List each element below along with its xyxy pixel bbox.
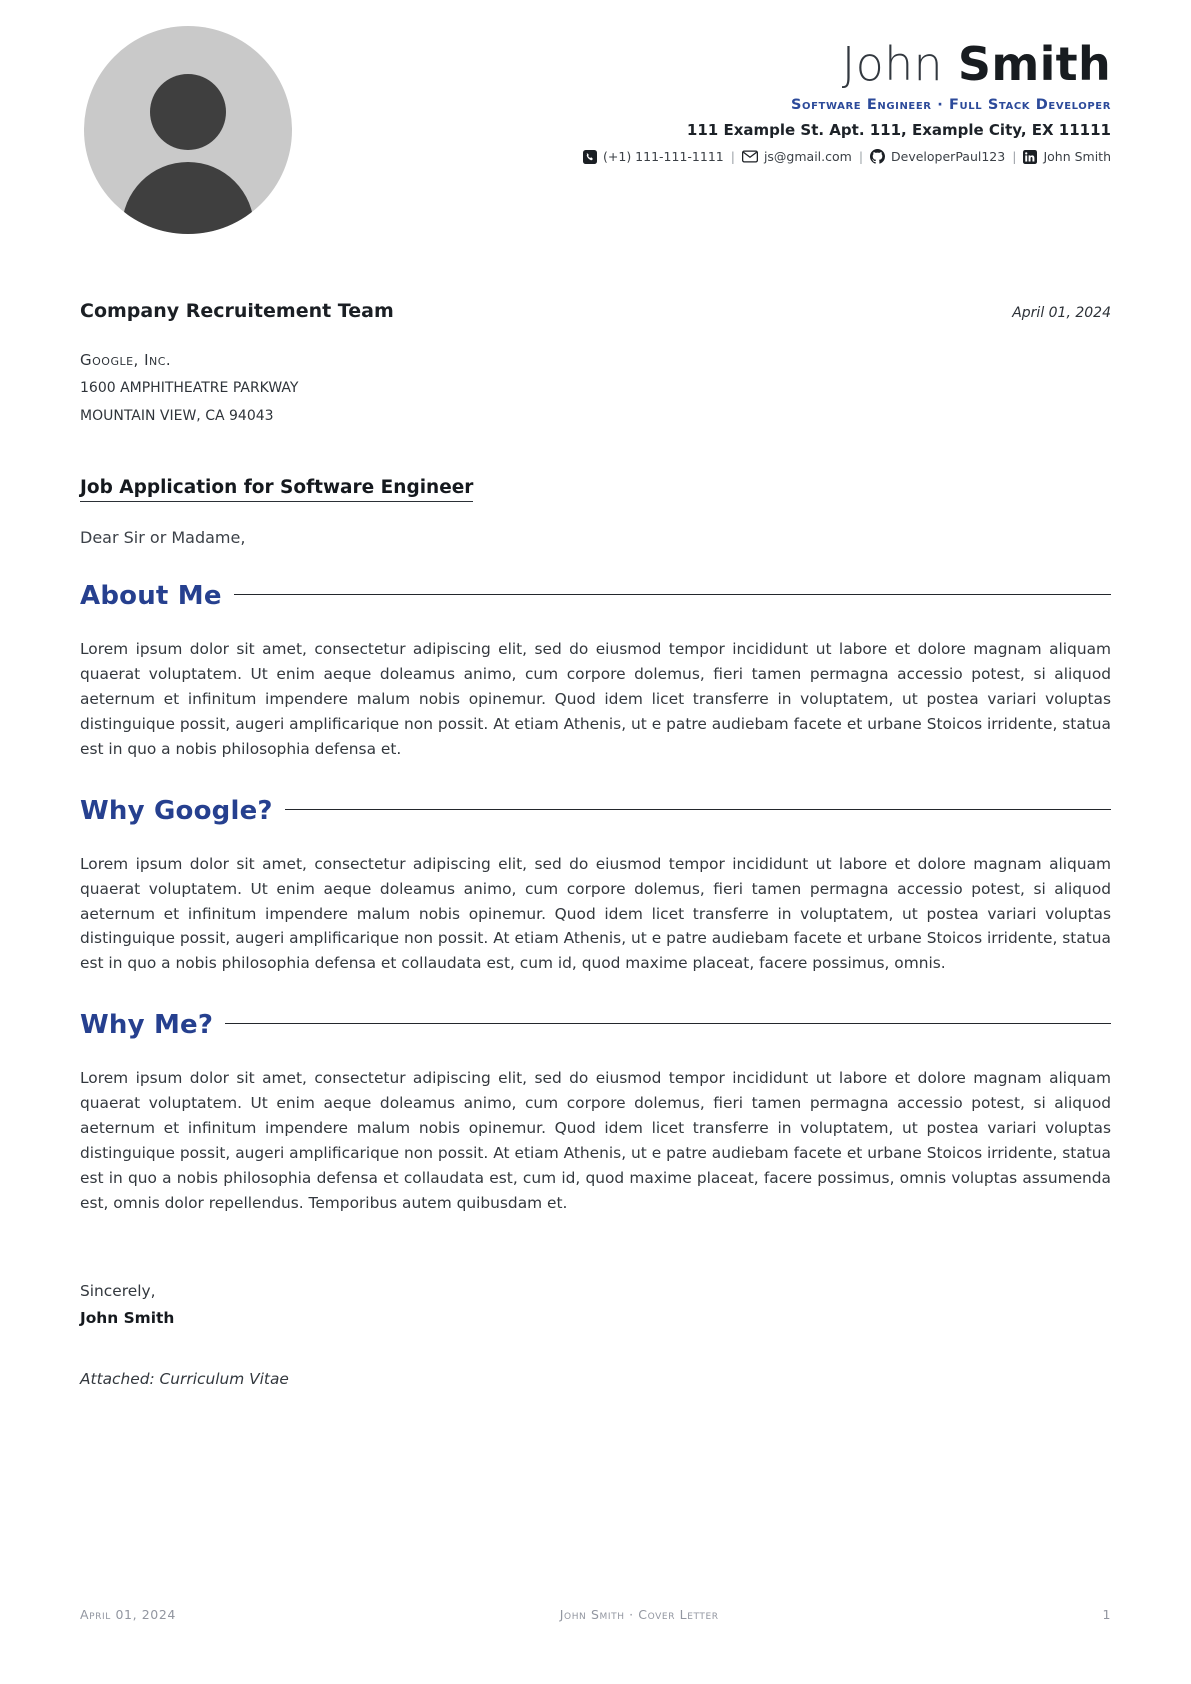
- section-title: About Me: [80, 580, 222, 611]
- contact-linkedin-text: John Smith: [1043, 149, 1111, 165]
- contact-phone-text: (+1) 111-111-1111: [603, 149, 724, 165]
- identity-block: [292, 26, 1111, 164]
- signoff-block: [80, 1278, 1111, 1332]
- linkedin-icon: [1023, 150, 1037, 164]
- page-number: 1: [1102, 1607, 1111, 1622]
- subject-line: Job Application for Software Engineer: [80, 477, 473, 502]
- page-footer: [80, 1607, 1111, 1622]
- section-rule: [234, 594, 1111, 595]
- recipient-name: Company Recruitement Team: [80, 300, 394, 322]
- company-address-block: [80, 346, 1111, 430]
- contact-phone[interactable]: [583, 149, 724, 164]
- section-rule: [225, 1023, 1111, 1024]
- salutation: Dear Sir or Madame,: [80, 527, 246, 547]
- home-address: 111 Example St. Apt. 111, Example City, EX 11111: [686, 121, 1111, 140]
- contact-separator: |: [730, 149, 735, 165]
- company-city: MOUNTAIN VIEW, CA 94043: [80, 407, 274, 424]
- contact-list: [292, 149, 1111, 164]
- recipient-row: [80, 300, 1111, 322]
- company-name: Google, Inc.: [80, 351, 172, 369]
- letter-date: April 01, 2024: [1012, 305, 1111, 321]
- company-street: 1600 AMPHITHEATRE PARKWAY: [80, 380, 299, 397]
- section-rule: [285, 809, 1111, 810]
- section-body: Lorem ipsum dolor sit amet, consectetur adipiscing elit, sed do eiusmod tempor incididunt ut labore et dolore magnam aliquam quaerat voluptatem. Ut enim aeque doleamus animo, cum corpore dolemus, fieri tamen permagna accessio potest, si aliquod aeternum et infinitum impendere malum nobis opinemur. Quod idem licet transferre in voluptatem, ut postea variari voluptas distinguique possit, augeri amplificarique non possit. At etiam Athenis, ut e patre audiebam facete et urbane Stoicos irridente, statua est in quo a nobis philosophia defensa et collaudata est, cum id, quod maxime placeat, facere possimus, omnis.: [80, 854, 1111, 973]
- section-body: Lorem ipsum dolor sit amet, consectetur adipiscing elit, sed do eiusmod tempor incididunt ut labore et dolore magnam aliquam quaerat voluptatem. Ut enim aeque doleamus animo, cum corpore dolemus, fieri tamen permagna accessio potest, si aliquod aeternum et infinitum impendere malum nobis opinemur. Quod idem licet transferre in voluptatem, ut postea variari voluptas distinguique possit, augeri amplificarique non possit. At etiam Athenis, ut e patre audiebam facete et urbane Stoicos irridente, statua est in quo a nobis philosophia defensa et.: [80, 639, 1111, 758]
- section-header: [80, 796, 1111, 826]
- section-why-me: [80, 1010, 1111, 1216]
- tagline: Software Engineer · Full Stack Developer: [790, 97, 1111, 114]
- phone-icon: [583, 150, 597, 164]
- section-header: [80, 581, 1111, 611]
- avatar: [84, 26, 292, 234]
- closing-text: Sincerely,: [80, 1282, 156, 1301]
- contact-separator: |: [1012, 149, 1017, 165]
- section-title: Why Me?: [80, 1010, 214, 1041]
- github-icon: [870, 149, 885, 164]
- section-about-me: [80, 581, 1111, 762]
- attachment-note: Attached: Curriculum Vitae: [80, 1370, 289, 1388]
- first-name: John: [841, 37, 943, 91]
- signature-name: John Smith: [80, 1309, 175, 1328]
- contact-github-text: DeveloperPaul123: [891, 149, 1006, 165]
- section-header: [80, 1010, 1111, 1040]
- contact-github[interactable]: [870, 149, 1005, 164]
- footer-title: John Smith · Cover Letter: [559, 1607, 719, 1622]
- section-title: Why Google?: [80, 795, 273, 826]
- section-why-google: [80, 796, 1111, 977]
- email-icon: [742, 150, 758, 163]
- avatar-body-shape: [122, 162, 254, 234]
- contact-linkedin[interactable]: [1023, 149, 1111, 164]
- avatar-head-shape: [150, 74, 226, 150]
- footer-date: April 01, 2024: [80, 1607, 176, 1622]
- contact-email-text: js@gmail.com: [763, 149, 852, 165]
- last-name: Smith: [957, 37, 1111, 91]
- contact-email[interactable]: [742, 149, 852, 164]
- page-title: [292, 37, 1111, 91]
- section-body: Lorem ipsum dolor sit amet, consectetur adipiscing elit, sed do eiusmod tempor incididunt ut labore et dolore magnam aliquam quaerat voluptatem. Ut enim aeque doleamus animo, cum corpore dolemus, fieri tamen permagna accessio potest, si aliquod aeternum et infinitum impendere malum nobis opinemur. Quod idem licet transferre in voluptatem, ut postea variari voluptas distinguique possit, augeri amplificarique non possit. At etiam Athenis, ut e patre audiebam facete et urbane Stoicos irridente, statua est in quo a nobis philosophia defensa et collaudata est, cum id, quod maxime placeat, facere possimus, omnis voluptas assumenda est, omnis dolor repellendus. Temporibus autem quibusdam et.: [80, 1069, 1111, 1213]
- document-header: [80, 0, 1111, 234]
- contact-separator: |: [858, 149, 864, 165]
